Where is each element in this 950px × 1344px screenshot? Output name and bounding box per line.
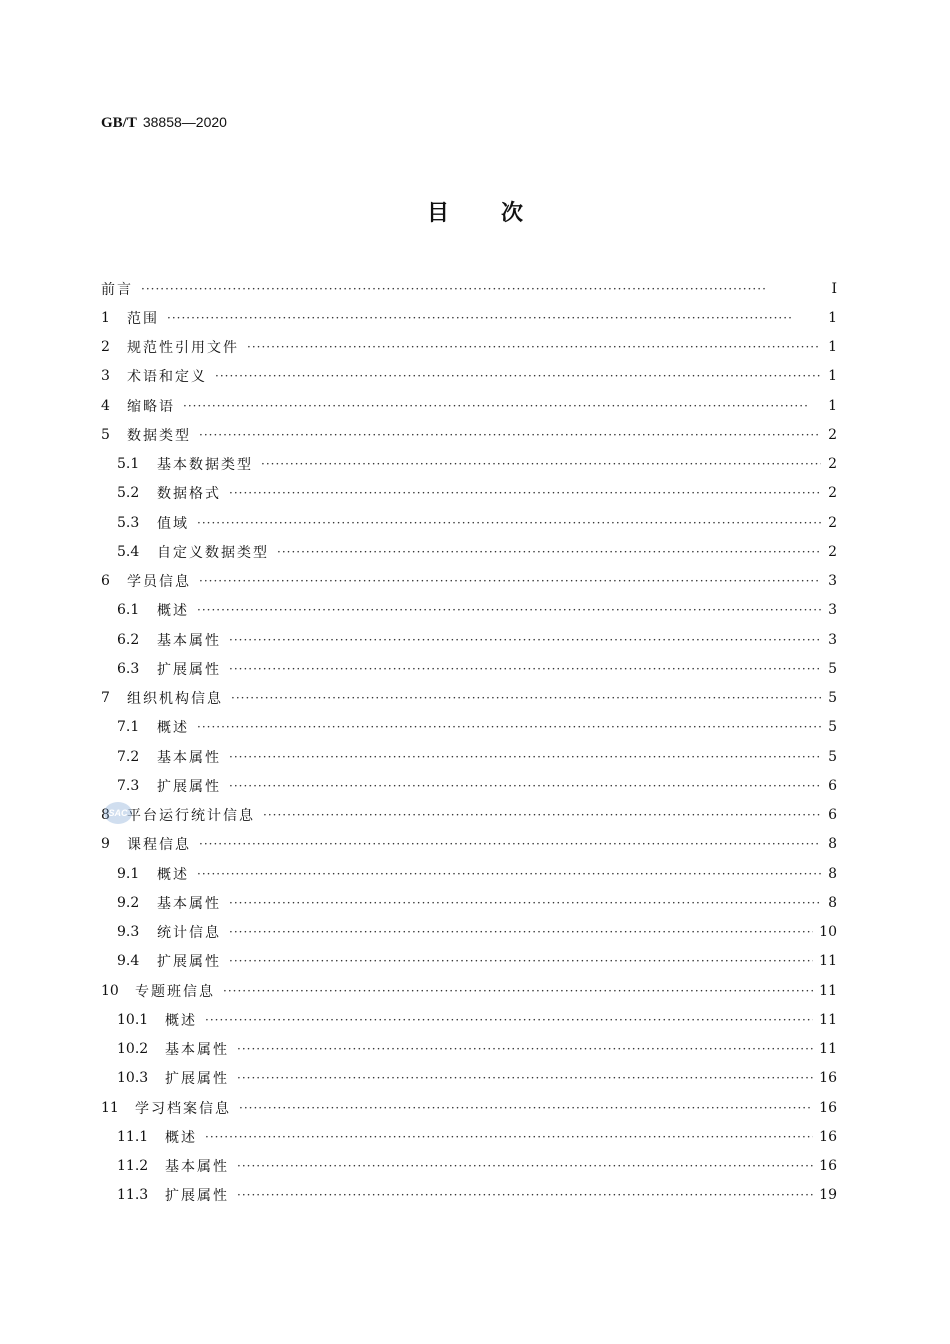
dot-leader [247,340,821,354]
toc-entry[interactable] [101,596,837,625]
dot-leader [277,545,821,559]
dot-leader [261,457,821,471]
sac-watermark-logo: SAC [104,802,132,824]
toc-entry[interactable] [101,450,837,479]
dot-leader [229,779,821,793]
dot-leader [197,720,821,734]
toc-entry-page: 3 [828,631,837,648]
toc-entry-title: 概述 [157,866,189,883]
toc-entry-number: 7.2 [117,748,140,765]
toc-entry-title: 扩展属性 [157,954,221,971]
toc-entry-title: 缩略语 [127,398,175,415]
toc-entry[interactable] [101,1064,837,1093]
toc-entry-title: 范围 [127,310,159,327]
toc-entry-page: 2 [828,426,837,443]
dot-leader [229,633,821,647]
toc-entry[interactable] [101,508,837,537]
toc-entry-number: 10.1 [117,1011,149,1028]
toc-entry[interactable] [101,830,837,859]
dot-leader [229,750,821,764]
dot-leader [237,1071,813,1085]
dot-leader [229,486,821,500]
toc-entry-title: 扩展属性 [157,661,221,678]
toc-entry-page: 1 [828,397,837,414]
toc-entry-number: 5 [101,426,110,443]
toc-entry-number: 3 [101,368,110,385]
toc-entry-title: 术语和定义 [127,369,207,386]
dot-leader [237,1188,813,1202]
dot-leader [167,311,821,325]
toc-entry-title: 组织机构信息 [127,691,223,708]
toc-entry[interactable] [101,1035,837,1064]
toc-entry-page: 19 [819,1187,837,1204]
toc-entry-page: 3 [828,573,837,590]
dot-leader [239,1101,813,1115]
toc-entry-title: 扩展属性 [165,1188,229,1205]
dot-leader [229,896,821,910]
toc-entry-number: 11.1 [117,1128,149,1145]
toc-entry-title: 基本属性 [157,895,221,912]
dot-leader [215,369,821,383]
toc-entry-page: 2 [828,456,837,473]
toc-entry-title: 规范性引用文件 [127,340,239,357]
dot-leader [197,603,821,617]
toc-entry-title: 统计信息 [157,925,221,942]
toc-entry-page: 11 [819,953,837,970]
toc-entry-number: 11.3 [117,1187,149,1204]
toc-entry-number: 9.2 [117,894,140,911]
toc-entry-title: 概述 [157,720,189,737]
toc-entry-number: 7 [101,690,110,707]
toc-entry-page: 2 [828,514,837,531]
toc-entry[interactable] [101,859,837,888]
toc-entry-title: 基本属性 [157,749,221,766]
toc-entry[interactable] [101,888,837,917]
toc-entry-title: 扩展属性 [157,778,221,795]
toc-entry-title: 数据格式 [157,486,221,503]
toc-entry-title: 前言 [101,281,133,298]
toc-entry-number: 10.3 [117,1070,149,1087]
toc-entry[interactable] [101,918,837,947]
toc-entry-number: 1 [101,309,110,326]
toc-entry-number: 9.1 [117,865,140,882]
toc-entry[interactable] [101,333,837,362]
dot-leader [183,399,821,413]
toc-entry-title: 基本属性 [165,1042,229,1059]
dot-leader [205,1013,813,1027]
dot-leader [223,984,813,998]
toc-entry-page: 8 [828,894,837,911]
toc-entry-title: 概述 [165,1129,197,1146]
toc-entry[interactable] [101,713,837,742]
dot-leader [237,1042,813,1056]
toc-entry-number: 11.2 [117,1158,149,1175]
toc-entry-title: 平台运行统计信息 [127,808,255,825]
dot-leader [199,574,821,588]
toc-entry-number: 6.1 [117,602,140,619]
toc-entry-page: 16 [819,1128,837,1145]
toc-entry[interactable] [101,1122,837,1151]
toc-entry-title: 扩展属性 [165,1071,229,1088]
toc-entry-page: 11 [819,1041,837,1058]
toc-entry-number: 5.3 [117,514,140,531]
toc-entry-number: 9.4 [117,953,140,970]
toc-entry-page: 16 [819,1158,837,1175]
toc-entry[interactable] [101,654,837,683]
toc-entry-number: 11 [101,1099,119,1116]
dot-leader [199,428,821,442]
toc-entry-page: Ⅰ [831,280,837,297]
toc-entry[interactable] [101,1152,837,1181]
toc-entry[interactable] [101,537,837,566]
dot-leader [199,837,821,851]
toc-entry-number: 6.2 [117,631,140,648]
toc-entry-page: 10 [819,924,837,941]
toc-entry-page: 8 [828,865,837,882]
dot-leader [197,516,821,530]
toc-entry-page: 3 [828,602,837,619]
dot-leader [229,662,821,676]
toc-entry-number: 8 [101,807,110,824]
toc-entry-page: 11 [819,1011,837,1028]
toc-entry-title: 学员信息 [127,574,191,591]
toc-entry-page: 6 [828,807,837,824]
toc-entry-page: 5 [828,690,837,707]
toc-entry[interactable] [101,684,837,713]
toc-entry[interactable] [101,1093,837,1122]
toc-entry-title: 概述 [165,1012,197,1029]
dot-leader [197,867,821,881]
toc-entry[interactable] [101,479,837,508]
toc-entry[interactable] [101,274,837,303]
toc-entry-number: 6.3 [117,660,140,677]
toc-entry[interactable] [101,1005,837,1034]
toc-entry-page: 5 [828,748,837,765]
toc-entry-page: 1 [828,309,837,326]
table-of-contents [101,274,837,1210]
toc-entry-number: 7.1 [117,719,140,736]
toc-entry[interactable] [101,362,837,391]
toc-entry[interactable] [101,567,837,596]
toc-entry-number: 4 [101,397,110,414]
dot-leader [231,691,821,705]
toc-entry-title: 自定义数据类型 [157,544,269,561]
toc-entry-title: 概述 [157,603,189,620]
standard-code: 38858—2020 [142,114,227,130]
toc-entry-number: 10.2 [117,1041,149,1058]
toc-entry-page: 8 [828,836,837,853]
toc-entry-number: 5.1 [117,456,140,473]
toc-entry[interactable] [101,742,837,771]
toc-entry-number: 10 [101,982,119,999]
toc-entry-title: 学习档案信息 [135,1100,231,1117]
toc-entry-page: 2 [828,543,837,560]
dot-leader [141,282,821,296]
standard-prefix: GB/T [101,115,137,131]
toc-entry[interactable] [101,303,837,332]
toc-entry-title: 数据类型 [127,427,191,444]
dot-leader [205,1130,813,1144]
toc-entry-title: 基本属性 [157,632,221,649]
toc-entry-number: 7.3 [117,777,140,794]
toc-entry-number: 6 [101,573,110,590]
toc-entry[interactable] [101,1181,837,1210]
toc-entry-title: 值域 [157,515,189,532]
toc-entry[interactable] [101,976,837,1005]
toc-entry-number: 5.2 [117,485,140,502]
toc-entry[interactable] [101,947,837,976]
toc-entry-title: 基本属性 [165,1159,229,1176]
toc-entry[interactable] [101,625,837,654]
toc-entry-page: 5 [828,719,837,736]
toc-entry-page: 2 [828,485,837,502]
toc-entry-title: 课程信息 [127,837,191,854]
toc-entry-number: 9 [101,836,110,853]
toc-entry[interactable] [101,391,837,420]
toc-entry-page: 1 [828,339,837,356]
dot-leader [237,1159,813,1173]
toc-entry[interactable] [101,771,837,800]
toc-entry-title: 专题班信息 [135,983,215,1000]
dot-leader [263,808,821,822]
toc-entry[interactable] [101,801,837,830]
dot-leader [229,954,813,968]
toc-entry-page: 5 [828,660,837,677]
toc-entry-number: 2 [101,339,110,356]
toc-entry-page: 16 [819,1099,837,1116]
dot-leader [229,925,813,939]
toc-entry-page: 1 [828,368,837,385]
standard-number [101,114,227,132]
toc-entry-title: 基本数据类型 [157,457,253,474]
page-title: 目次 [426,200,575,226]
toc-entry-page: 6 [828,777,837,794]
toc-entry-page: 11 [819,982,837,999]
toc-entry[interactable] [101,420,837,449]
toc-entry-page: 16 [819,1070,837,1087]
toc-entry-number: 5.4 [117,543,140,560]
toc-entry-number: 9.3 [117,924,140,941]
